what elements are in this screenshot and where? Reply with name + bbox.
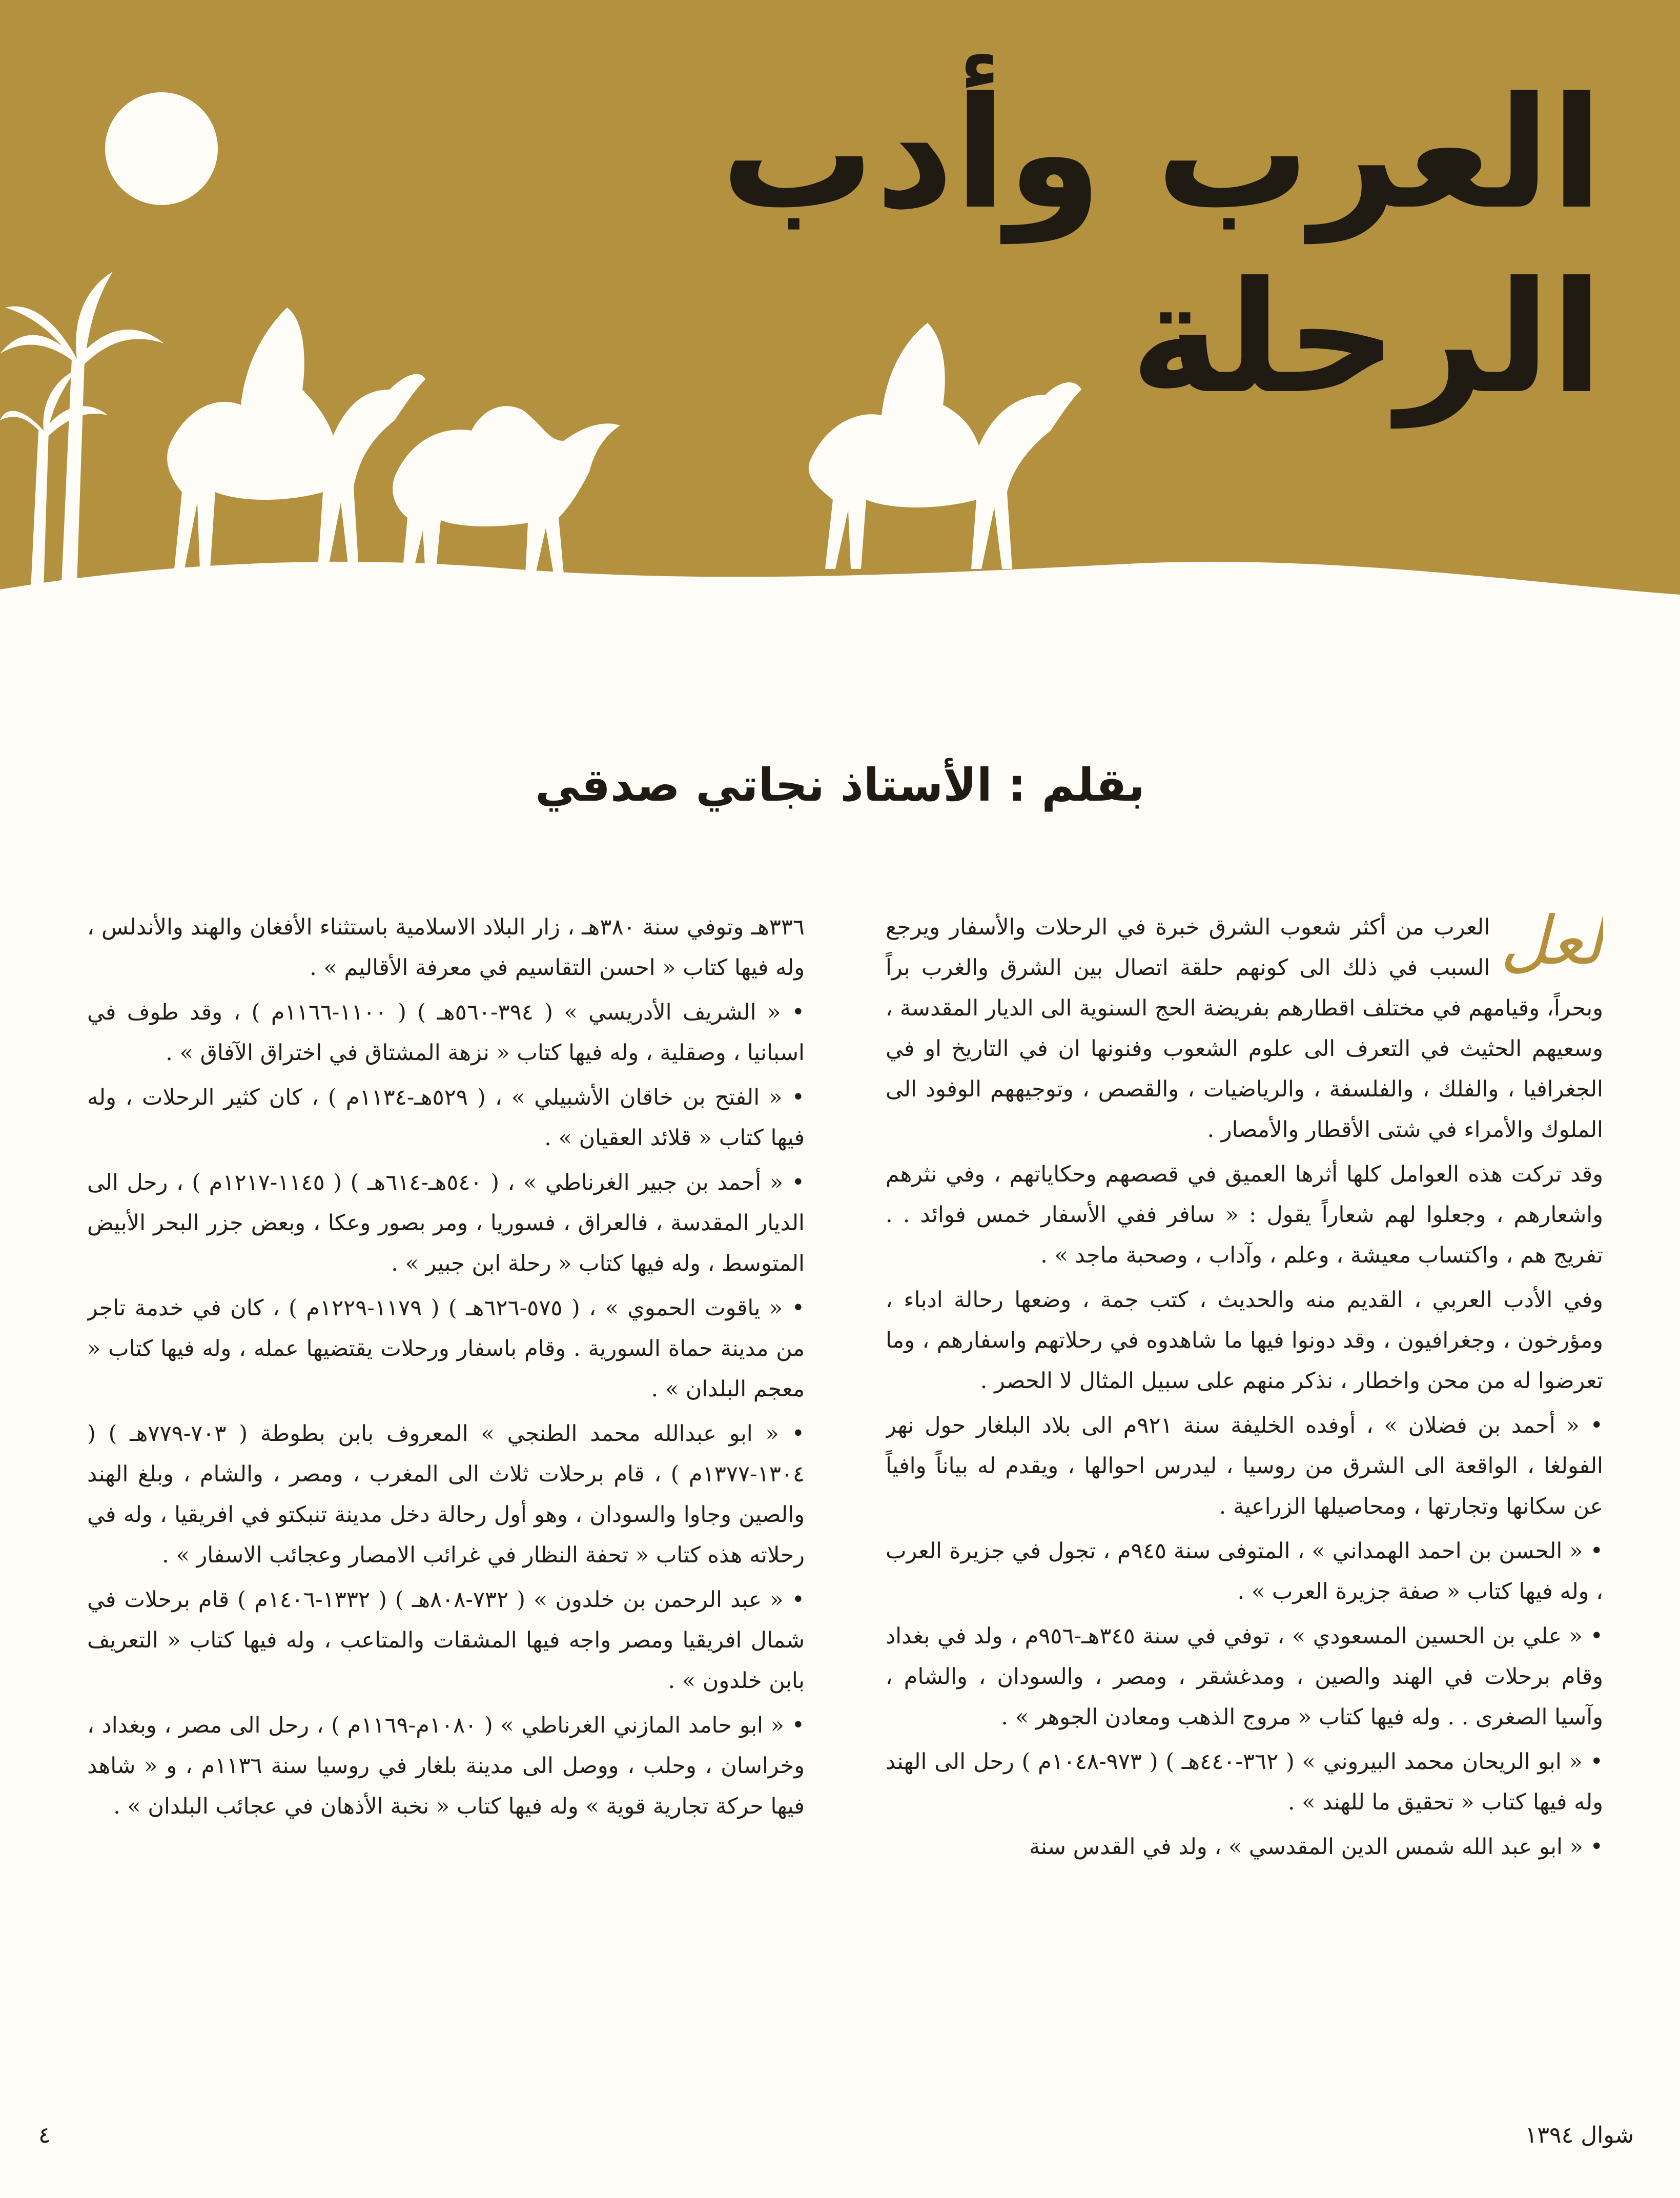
paragraph: وقد تركت هذه العوامل كلها أثرها العميق في قصصهم وحكاياتهم ، وفي نثرهم واشعارهم ، وجعلوا لهم شعاراً يقول : « سافر ففي الأسفار خمس فوائد . . تفريج هم ، واكتساب معيشة ، وعلم ، وآداب ، وصحبة ماجد » .: [886, 1162, 1603, 1268]
list-item: • « ابو حامد المازني الغرناطي » ( ١٠٨٠م-١١٦٩م ) ، رحل الى مصر ، وبغداد ، وخراسان ، وحلب ، ووصل الى مدينة بلغار في روسيا سنة ١١٣٦م ، و « شاهد فيها حركة تجارية قوية » وله فيها كتاب « نخبة الأذهان في عجائب البلدان » .: [87, 1713, 805, 1819]
list-item: • « ياقوت الحموي » ، ( ٥٧٥-٦٢٦هـ ) ( ١١٧٩-١٢٢٩م ) ، كان في خدمة تاجر من مدينة حماة السورية . وقام باسفار ورحلات يقتضيها عمله ، وله فيها كتاب « معجم البلدان » .: [87, 1295, 805, 1402]
list-item: • « الشريف الأدريسي » ( ٣٩٤-٥٦٠هـ ) ( ١١٠٠-١١٦٦م ) ، وقد طوف في اسبانيا ، وصقلية ، وله فيها كتاب « نزهة المشتاق في اختراق الآفاق » .: [87, 1000, 805, 1066]
list-item: • « ابو عبدالله محمد الطنجي » المعروف بابن بطوطة ( ٧٠٣-٧٧٩هـ ) ( ١٣٠٤-١٣٧٧م ) ، قام برحلات ثلاث الى المغرب ، ومصر ، والشام ، وبلغ الهند والصين وجاوا والسودان ، وهو أول رحالة دخل مدينة تنبكتو في افريقيا ، وله في رحلاته هذه كتاب « تحفة النظار في غرائب الامصار وعجائب الاسفار » .: [87, 1421, 805, 1568]
author-byline: بقلم : الأستاذ نجاتي صدقي: [535, 759, 1145, 811]
list-item: • « الحسن بن احمد الهمداني » ، المتوفى سنة ٩٤٥م ، تجول في جزيرة العرب ، وله فيها كتاب « صفة جزيرة العرب » .: [886, 1538, 1603, 1604]
paragraph: ٣٣٦هـ وتوفي سنة ٣٨٠هـ ، زار البلاد الاسلامية باستثناء الأفغان والهند والأندلس ، وله فيها كتاب « احسن التقاسيم في معرفة الأقاليم » .: [87, 914, 805, 981]
list-item: • « علي بن الحسين المسعودي » ، توفي في سنة ٣٤٥هـ-٩٥٦م ، ولد في بغداد وقام برحلات في الهند والصين ، ومدغشقر ، ومصر ، والسودان ، والشام ، وآسيا الصغرى . . وله فيها كتاب « مروج الذهب ومعادن الجوهر » .: [886, 1623, 1603, 1730]
list-item: • « أحمد بن جبير الغرناطي » ، ( ٥٤٠هـ-٦١٤هـ ) ( ١١٤٥-١٢١٧م ) ، رحل الى الديار المقدسة ، فالعراق ، فسوريا ، ومر بصور وعكا ، وبعض جزر البحر الأبيض المتوسط ، وله فيها كتاب « رحلة ابن جبير » .: [87, 1170, 805, 1276]
drop-cap: لعل: [1500, 907, 1603, 980]
article-column-right: [886, 907, 1603, 2086]
desert-dune: [0, 562, 1680, 677]
issue-date: شوال ١٣٩٤: [1525, 2122, 1634, 2148]
paragraph: وفي الأدب العربي ، القديم منه والحديث ، كتب جمة ، وضعها رحالة ادباء ، ومؤرخون ، وجغرافيون ، وقد دونوا فيها ما شاهدوه في رحلاتهم واسفارهم ، وما تعرضوا له من محن واخطار ، نذكر منهم على سبيل المثال لا الحصر .: [886, 1287, 1603, 1394]
list-item: • « أحمد بن فضلان » ، أوفده الخليفة سنة ٩٢١م الى بلاد البلغار حول نهر الفولغا ، الواقعة الى الشرق من روسيا ، ليدرس احوالها ، ويقدم له بياناً وافياً عن سكانها وتجارتها ، ومحاصيلها الزراعية .: [886, 1413, 1603, 1519]
paragraph: لعل العرب من أكثر شعوب الشرق خبرة في الرحلات والأسفار ويرجع السبب في ذلك الى كونهم حلقة اتصال بين الشرق والغرب براً وبحراً، وقيامهم في مختلف اقطارهم بفريضة الحج السنوية الى الديار المقدسة ، وسعيهم الحثيث في التعرف الى علوم الشعوب وفنونها ان في التاريخ او في الجغرافيا ، والفلك ، والفلسفة ، والرياضيات ، والقصص ، وتوجيههم الوفود الى الملوك والأمراء في شتى الأقطار والأمصار .: [886, 907, 1603, 1150]
list-item: • « عبد الرحمن بن خلدون » ( ٧٣٢-٨٠٨هـ ) ( ١٣٣٢-١٤٠٦م ) قام برحلات في شمال افريقيا ومصر واجه فيها المشقات والمتاعب ، وله فيها كتاب « التعريف بابن خلدون » .: [87, 1587, 805, 1694]
list-item: • « الفتح بن خاقان الأشبيلي » ، ( ٥٢٩هـ-١١٣٤م ) ، كان كثير الرحلات ، وله فيها كتاب « قلائد العقيان » .: [87, 1085, 805, 1151]
article-column-left: [87, 907, 805, 2086]
article-title: العرب وأدب الرحلة: [720, 64, 1603, 428]
list-item: • « ابو عبد الله شمس الدين المقدسي » ، ولد في القدس سنة: [1029, 1834, 1603, 1860]
list-item: • « ابو الريحان محمد البيروني » ( ٣٦٢-٤٤٠هـ ) ( ٩٧٣-١٠٤٨م ) رحل الى الهند وله فيها كتاب « تحقيق ما للهند » .: [886, 1749, 1603, 1815]
sun-icon: [105, 92, 218, 205]
page-number: ٤: [38, 2122, 51, 2148]
